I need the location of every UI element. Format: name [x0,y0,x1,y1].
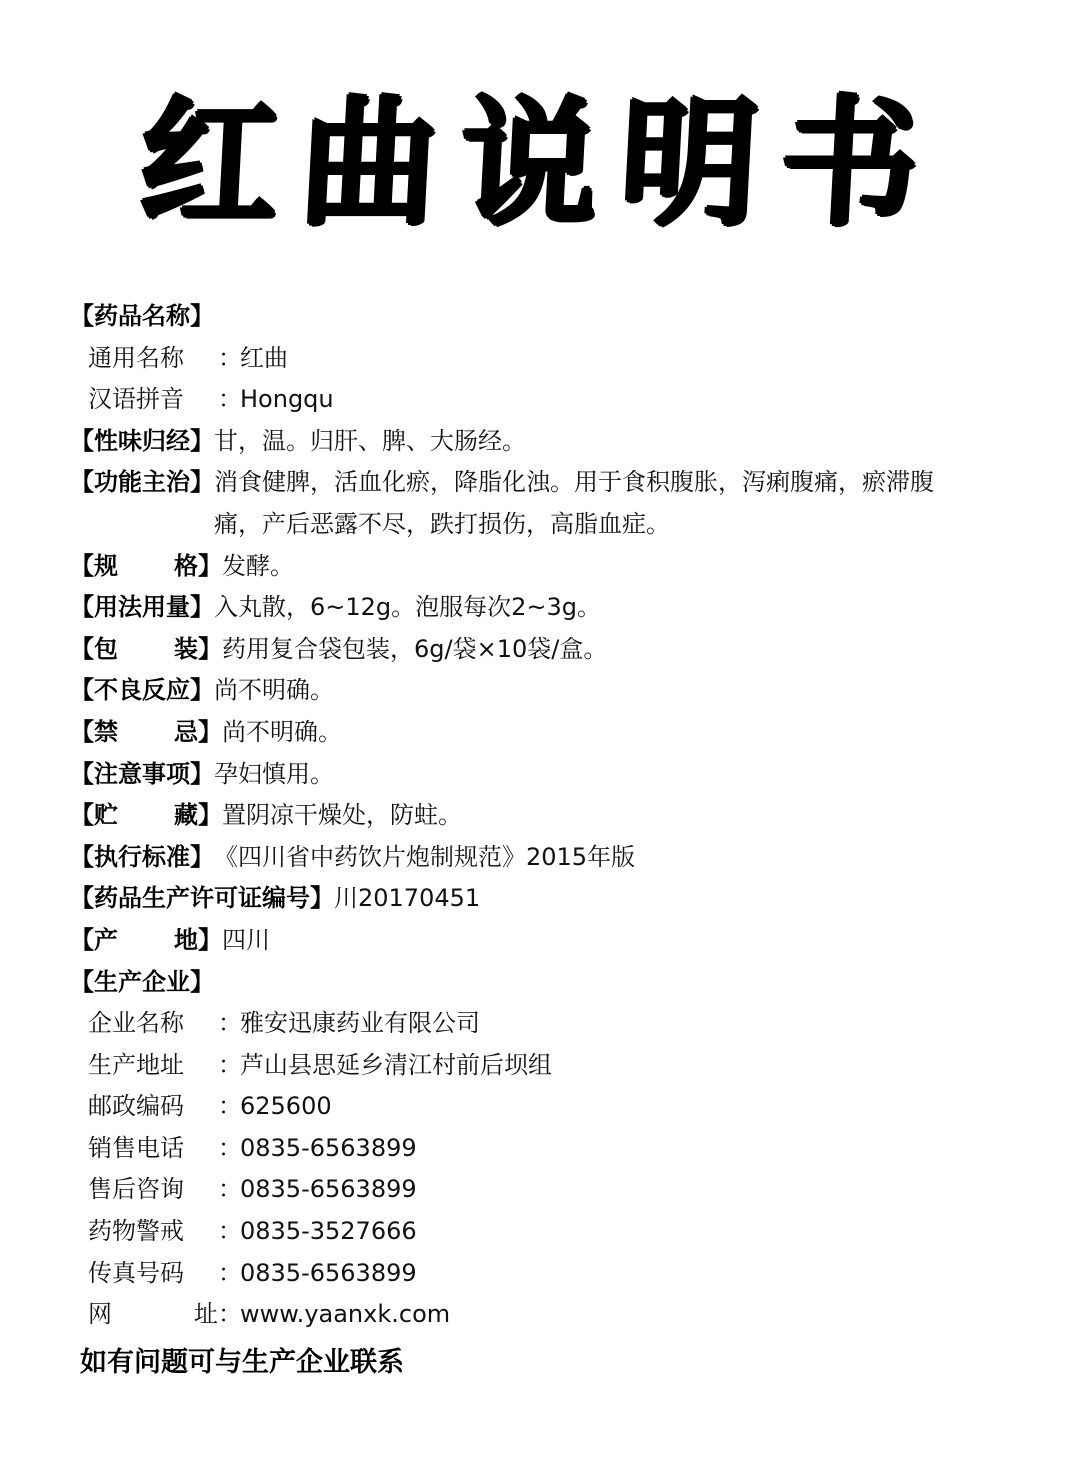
section-value: 尚不明确。 [222,717,342,746]
label-left: 【贮 [70,801,118,830]
field-label: 生产地址 [88,1050,184,1079]
section-label: 【药品生产许可证编号】 [70,884,334,913]
section-label: 【用法用量】 [70,593,214,622]
field-value: 雅安迅康药业有限公司 [240,1009,480,1038]
label-left: 网 [88,1300,112,1329]
field-label: 传真号码 [88,1258,184,1287]
label-right: 格】 [174,551,222,580]
section-drug-name [70,296,1030,338]
label-right: 地】 [174,925,222,954]
colon: ： [218,1009,242,1038]
colon: ： [218,1175,242,1204]
field-label: 药物警戒 [88,1217,184,1246]
colon: ： [218,1258,242,1287]
field-label: 售后咨询 [88,1175,184,1204]
fax-row [70,1253,1030,1295]
label-left: 【产 [70,925,118,954]
section-value-line-1: 消食健脾，活血化瘀，降脂化浊。用于食积腹胀，泻痢腹痛，瘀滞腹 [214,468,934,497]
section-spec [70,546,1030,588]
label-right: 装】 [174,634,222,663]
section-label: 【生产企业】 [70,967,214,996]
section-label [70,712,222,754]
label-right: 址 [194,1300,218,1329]
label-left: 【禁 [70,717,118,746]
label-left: 【包 [70,634,118,663]
section-label: 【功能主治】 [70,468,214,497]
section-label [70,629,222,671]
section-contraindication [70,712,1030,754]
field-label: 企业名称 [88,1009,184,1038]
field-value: 0835-6563899 [240,1175,417,1204]
website-row [70,1294,1030,1336]
after-sales-phone-row [70,1169,1030,1211]
colon: ： [218,1217,242,1246]
field-label: 汉语拼音 [88,385,184,414]
section-value: 置阴凉干燥处，防蛀。 [222,801,462,830]
section-manufacturer [70,962,1030,1004]
section-usage [70,587,1030,629]
generic-name-row [70,338,1030,380]
field-value: 625600 [240,1092,332,1121]
field-value: 0835-3527666 [240,1217,417,1246]
section-value: 《四川省中药饮片炮制规范》2015年版 [214,842,636,871]
section-storage [70,795,1030,837]
field-label: 通用名称 [88,343,184,372]
field-label: 销售电话 [88,1133,184,1162]
section-value [214,462,1030,545]
section-nature [70,421,1030,463]
section-value: 孕妇慎用。 [214,759,334,788]
document-title: 红曲说明书 [135,81,945,244]
colon: ： [218,1300,242,1329]
section-value-line-2: 痛，产后恶露不尽，跌打损伤，高脂血症。 [214,509,670,538]
section-label [70,920,222,962]
section-value: 尚不明确。 [214,676,334,705]
section-value: 药用复合袋包装，6g/袋×10袋/盒。 [222,634,608,663]
section-value: 川20170451 [334,884,481,913]
company-name-row [70,1003,1030,1045]
field-value: Hongqu [240,385,334,414]
field-value: 芦山县思延乡清江村前后坝组 [240,1050,552,1079]
section-function [70,462,1030,545]
address-row [70,1045,1030,1087]
section-label [70,795,222,837]
pharmacovigilance-phone-row [70,1211,1030,1253]
label-left: 【规 [70,551,118,580]
field-value: 0835-6563899 [240,1133,417,1162]
colon: ： [218,1133,242,1162]
field-value: 0835-6563899 [240,1258,417,1287]
section-value: 四川 [222,925,270,954]
section-label: 【注意事项】 [70,759,214,788]
pinyin-row [70,379,1030,421]
colon: ： [218,1050,242,1079]
section-origin [70,920,1030,962]
section-label: 【性味归经】 [70,426,214,455]
section-license [70,878,1030,920]
label-right: 藏】 [174,801,222,830]
colon: ： [218,1092,242,1121]
section-label [70,546,222,588]
field-value: 红曲 [240,343,288,372]
field-label [88,1294,218,1336]
postcode-row [70,1086,1030,1128]
sales-phone-row [70,1128,1030,1170]
section-precautions [70,754,1030,796]
section-label: 【药品名称】 [70,302,214,330]
section-adverse [70,670,1030,712]
field-label: 邮政编码 [88,1092,184,1121]
website-link[interactable]: www.yaanxk.com [240,1300,451,1329]
section-value: 入丸散，6~12g。泡服每次2~3g。 [214,593,602,622]
label-right: 忌】 [174,717,222,746]
colon: ： [218,385,242,414]
section-value: 发酵。 [222,551,294,580]
section-label: 【执行标准】 [70,842,214,871]
section-label: 【不良反应】 [70,676,214,705]
section-package [70,629,1030,671]
footer-note: 如有问题可与生产企业联系 [80,1346,404,1378]
section-value: 甘，温。归肝、脾、大肠经。 [214,426,526,455]
instruction-body [70,296,1030,1388]
section-standard [70,837,1030,879]
colon: ： [218,343,242,372]
